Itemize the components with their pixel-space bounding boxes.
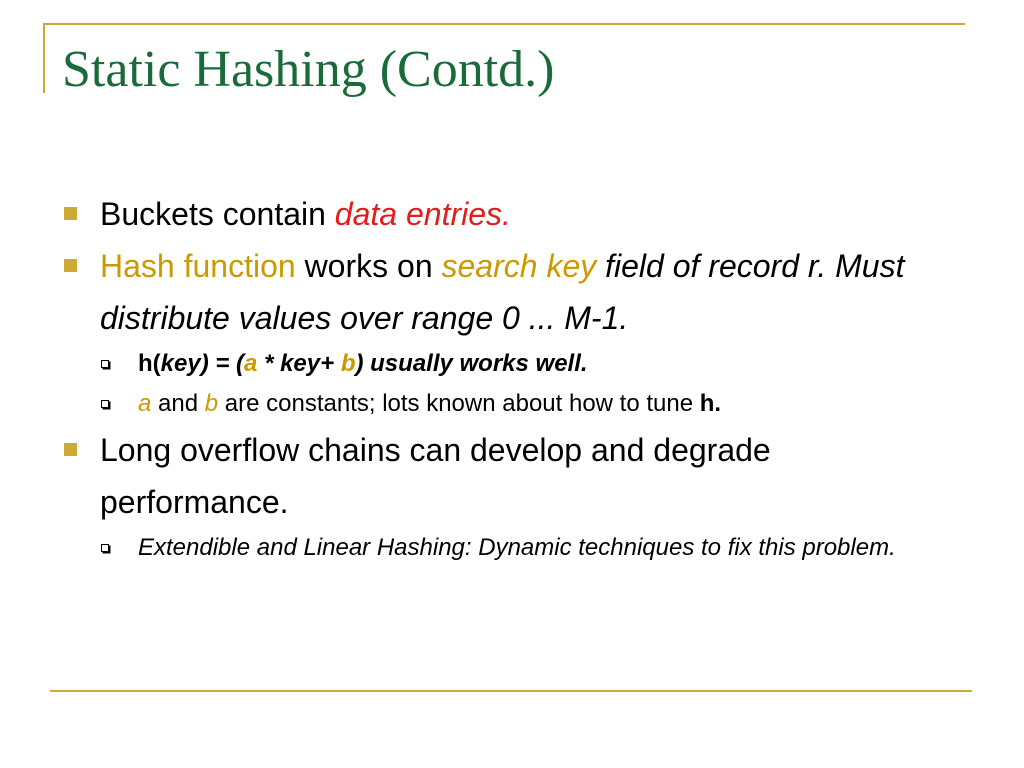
- constant-b: b: [204, 390, 219, 417]
- constant-a: a: [138, 390, 152, 417]
- formula-h-open: h(: [138, 350, 161, 377]
- hollow-square-bullet-icon: [101, 400, 109, 408]
- bullet-buckets-suffix: .: [502, 196, 511, 232]
- formula-b: b: [340, 350, 356, 377]
- formula-a: a: [244, 350, 258, 377]
- bullet-buckets-prefix: Buckets contain: [100, 196, 335, 232]
- formula-mid: * key+: [257, 350, 341, 377]
- hash-function-highlight: Hash function: [100, 248, 296, 284]
- dynamic-techniques-text: Extendible and Linear Hashing: Dynamic techniques to fix this problem.: [138, 534, 896, 561]
- overflow-chains-text: Long overflow chains can develop and degrade performance.: [100, 432, 771, 520]
- constants-and: and: [151, 390, 205, 417]
- constants-mid: are constants; lots known about how to tune: [218, 390, 700, 417]
- bullet-hash-function: [64, 240, 964, 344]
- hollow-square-bullet-icon: [101, 360, 109, 368]
- frame-left-rule: [43, 23, 45, 93]
- formula-tail: ) usually works well.: [355, 350, 588, 377]
- sub-bullet-dynamic-techniques: [100, 528, 964, 568]
- bullet-overflow-chains: [64, 424, 964, 528]
- sub-bullet-constants: [100, 384, 964, 424]
- frame-top-rule: [43, 23, 965, 25]
- slide-title: Static Hashing (Contd.): [62, 41, 555, 98]
- formula-key: key: [160, 350, 201, 377]
- works-on-text: works on: [295, 248, 442, 284]
- bullet-buckets: [64, 188, 964, 240]
- sub-bullet-hash-formula: [100, 344, 964, 384]
- hash-function-rest: field of record r. Must distribute values over range 0 ... M-1.: [100, 248, 905, 336]
- square-bullet-icon: [64, 259, 77, 272]
- data-entries-highlight: data entries: [334, 196, 503, 232]
- constants-h: h.: [699, 390, 722, 417]
- square-bullet-icon: [64, 207, 77, 220]
- frame-bottom-rule: [50, 690, 972, 692]
- square-bullet-icon: [64, 443, 77, 456]
- formula-eq: ) = (: [200, 350, 245, 377]
- hollow-square-bullet-icon: [101, 544, 109, 552]
- slide-content: [64, 188, 964, 568]
- search-key-highlight: search key: [441, 248, 597, 284]
